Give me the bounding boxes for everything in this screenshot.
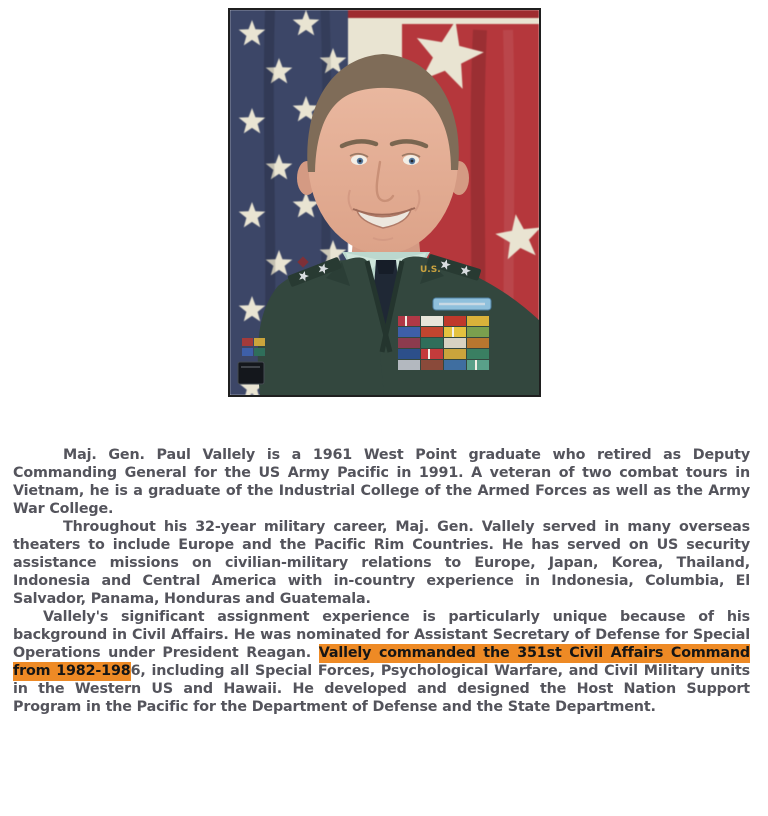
bio-paragraph-3-after: 6, including all Special Forces, Psychological Warfare, and Civil Military units in the Western US and Hawaii. He developed and designed the Host Nation Support Program in the Pacific for the Department of Defense and the State Department. bbox=[13, 663, 750, 715]
biography-text bbox=[13, 446, 750, 716]
portrait-photo-frame bbox=[228, 8, 541, 397]
bio-paragraph-3 bbox=[13, 608, 750, 716]
combat-infantryman-badge bbox=[433, 298, 491, 310]
document-page bbox=[0, 8, 768, 816]
bio-paragraph-2: Throughout his 32-year military career, Maj. Gen. Vallely served in many overseas theaters to include Europe and the Pacific Rim Countries. He has served on US security assistance missions on civilian-military relations to Europe, Japan, Korea, Thailand, Indonesia and Central America with in-country experience in Indonesia, Columbia, El Salvador, Panama, Honduras and Guatemala. bbox=[13, 519, 750, 607]
highlighted-text: Vallely commanded the 351st Civil Affairs Command from 1982-198 bbox=[13, 645, 751, 679]
bio-paragraph-1: Maj. Gen. Paul Vallely is a 1961 West Point graduate who retired as Deputy Commanding General for the US Army Pacific in 1991. A veteran of two combat tours in Vietnam, he is a graduate of the Industrial College of the Armed Forces as well as the Army War College. bbox=[13, 447, 750, 517]
portrait-photo bbox=[230, 10, 539, 395]
us-collar-brass: U.S. bbox=[419, 265, 441, 275]
name-plate bbox=[238, 362, 264, 384]
bio-paragraph-3-before: Vallely's significant assignment experience is particularly unique because of his background in Civil Affairs. He was nominated for Assistant Secretary of Defense for Special Operations under President Reagan. bbox=[13, 609, 750, 661]
